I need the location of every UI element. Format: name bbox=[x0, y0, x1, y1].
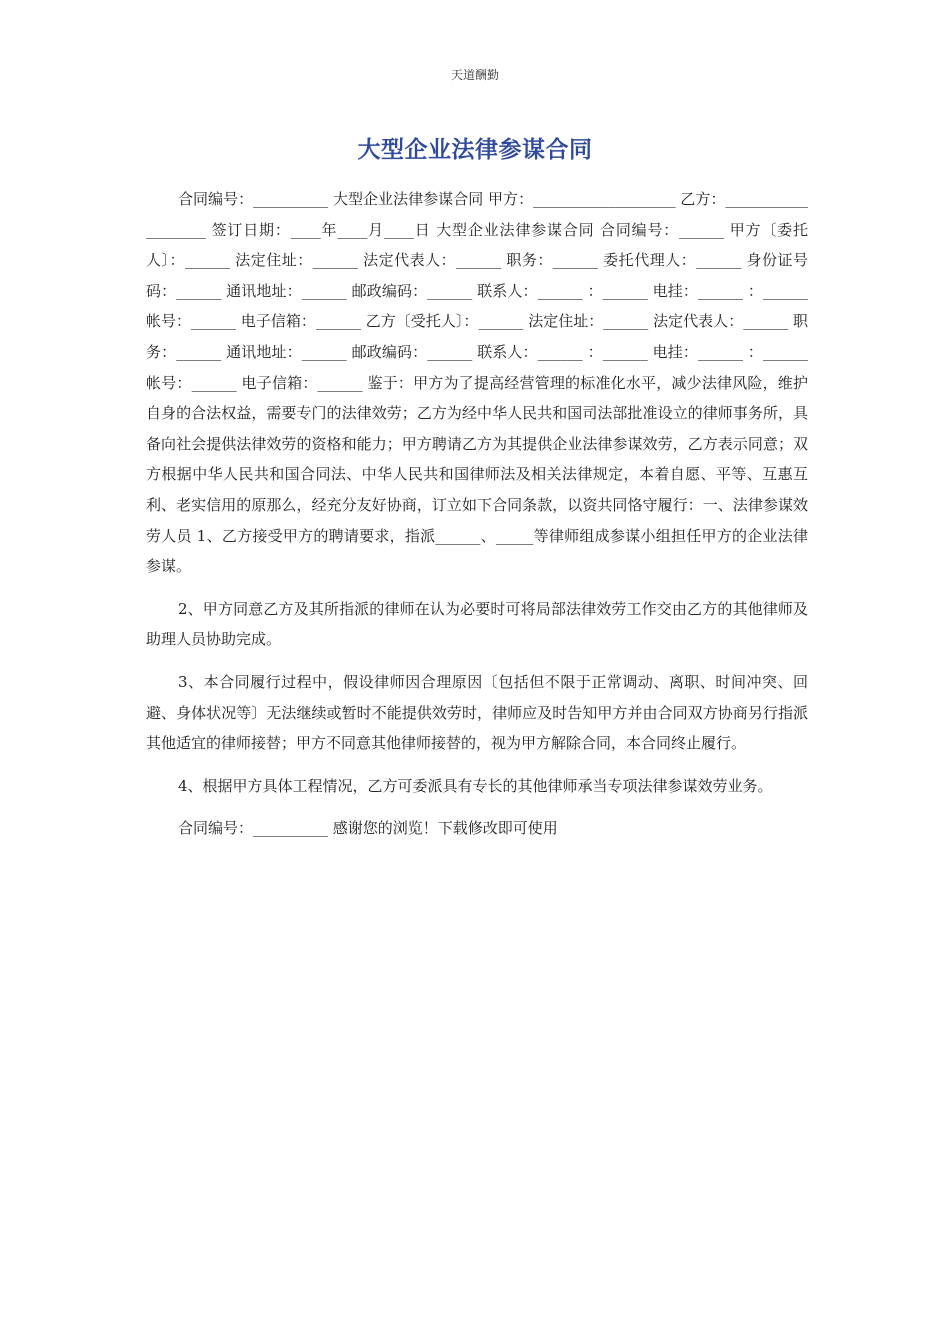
paragraph-clause-4: 4、根据甲方具体工程情况，乙方可委派具有专长的其他律师承当专项法律参谋效劳业务。 bbox=[178, 776, 773, 795]
document-body bbox=[146, 184, 808, 844]
document-title: 大型企业法律参谋合同 bbox=[357, 137, 593, 163]
header-mark: 天道酬勤 bbox=[450, 68, 499, 82]
paragraph-intro: 合同编号：__________ 大型企业法律参谋合同 甲方：___________________ 乙方：___________________ 签订日期：____年____月____日 大型企业法律参谋合同 合同编号：______ 甲方〔委托人〕：______ 法定住址：______ 法定代表人：______ 职务：______ 委托代理人：______ 身份证号码：______ 通讯地址：______ 邮政编码：______ 联系人：______ ：______ 电挂：______ ：______ 帐号：______ 电子信箱：______ 乙方〔受托人〕：______ 法定住址：______ 法定代表人：______ 职务：______ 通讯地址：______ 邮政编码：______ 联系人：______ ：______ 电挂：______ ：______ 帐号：______ 电子信箱：______ 鉴于：甲方为了提高经营管理的标准化水平，减少法律风险，维护自身的合法权益，需要专门的法律效劳；乙方为经中华人民共和国司法部批准设立的律师事务所，具备向社会提供法律效劳的资格和能力；甲方聘请乙方为其提供企业法律参谋效劳，乙方表示同意；双方根据中华人民共和国合同法、中华人民共和国律师法及相关法律规定，本着自愿、平等、互惠互利、老实信用的原那么，经充分友好协商，订立如下合同条款，以资共同恪守履行：一、法律参谋效劳人员 1、乙方接受甲方的聘请要求，指派______、_____等律师组成参谋小组担任甲方的企业法律参谋。 bbox=[146, 190, 808, 576]
paragraph-footer-note: 合同编号：__________ 感谢您的浏览！下载修改即可使用 bbox=[178, 819, 558, 838]
paragraph-clause-2: 2、甲方同意乙方及其所指派的律师在认为必要时可将局部法律效劳工作交由乙方的其他律师及助理人员协助完成。 bbox=[146, 599, 808, 649]
paragraph-clause-3: 3、本合同履行过程中，假设律师因合理原因〔包括但不限于正常调动、离职、时间冲突、回避、身体状况等〕无法继续或暂时不能提供效劳时，律师应及时告知甲方并由合同双方协商另行指派其他适宜的律师接替；甲方不同意其他律师接替的，视为甲方解除合同，本合同终止履行。 bbox=[146, 672, 808, 753]
